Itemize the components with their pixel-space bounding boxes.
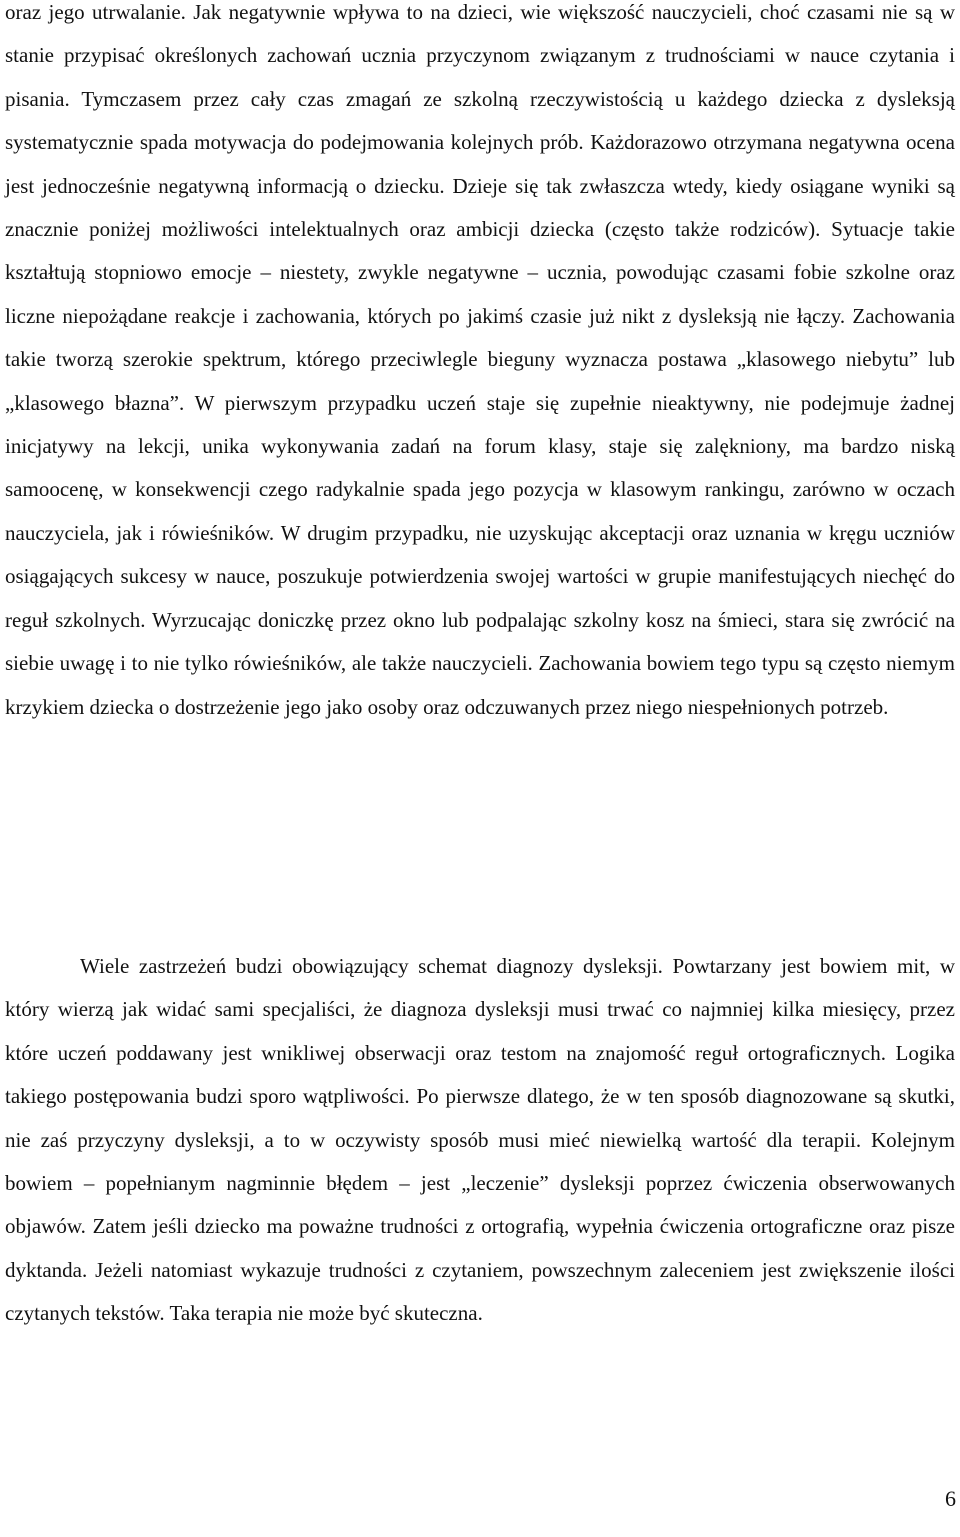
paragraph-dyslexia-diagnosis: Wiele zastrzeżeń budzi obowiązujący schemat diagnozy dysleksji. Powtarzany jest bowiem mit, w który wierzą jak widać sami specjaliści, że diagnoza dysleksji musi trwać co najmniej kilka miesięcy, przez które uczeń poddawany jest wnikliwej obserwacji oraz testom na znajomość reguł ortograficznych. Logika takiego postępowania budzi sporo wątpliwości. Po pierwsze dlatego, że w ten sposób diagnozowane są skutki, nie zaś przyczyny dysleksji, a to w oczywisty sposób musi mieć niewielką wartość dla terapii. Kolejnym bowiem – popełnianym nagminnie błędem – jest „leczenie” dysleksji poprzez ćwiczenia obserwowanych objawów. Zatem jeśli dziecko ma poważne trudności z ortografią, wypełnia ćwiczenia ortograficzne oraz pisze dyktanda. Jeżeli natomiast wykazuje trudności z czytaniem, powszechnym zaleceniem jest zwiększenie ilości czytanych tekstów. Taka terapia nie może być skuteczna.: [5, 954, 955, 1326]
paragraph-continuation: oraz jego utrwalanie. Jak negatywnie wpływa to na dzieci, wie większość nauczycieli, choć czasami nie są w stanie przypisać określonych zachowań ucznia przyczynom związanym z trudnościami w nauce czytania i pisania. Tymczasem przez cały czas zmagań ze szkolną rzeczywistością u każdego dziecka z dysleksją systematycznie spada motywacja do podejmowania kolejnych prób. Każdorazowo otrzymana negatywna ocena jest jednocześnie negatywną informacją o dziecku. Dzieje się tak zwłaszcza wtedy, kiedy osiągane wyniki są znacznie poniżej możliwości intelektualnych oraz ambicji dziecka (często także rodziców). Sytuacje takie kształtują stopniowo emocje – niestety, zwykle negatywne – ucznia, powodując czasami fobie szkolne oraz liczne niepożądane reakcje i zachowania, których po jakimś czasie już nikt z dysleksją nie łączy. Zachowania takie tworzą szerokie spektrum, którego przeciwlegle bieguny wyznacza postawa „klasowego niebytu” lub „klasowego błazna”. W pierwszym przypadku uczeń staje się zupełnie nieaktywny, nie podejmuje żadnej inicjatywy na lekcji, unika wykonywania zadań na forum klasy, staje się zalękniony, ma bardzo niską samoocenę, w konsekwencji czego radykalnie spada jego pozycja w klasowym rankingu, zarówno w oczach nauczyciela, jak i rówieśników. W drugim przypadku, nie uzyskując akceptacji oraz uznania w kręgu uczniów osiągających sukcesy w nauce, poszukuje potwierdzenia swojej wartości w grupie manifestujących niechęć do reguł szkolnych. Wyrzucając doniczkę przez okno lub podpalając szkolny kosz na śmieci, stara się zwrócić na siebie uwagę i to nie tylko rówieśników, ale także nauczycieli. Zachowania bowiem tego typu są często niemym krzykiem dziecka o dostrzeżenie jego jako osoby oraz odczuwanych przez niego niespełnionych potrzeb.: [5, 0, 955, 719]
page-number: 6: [945, 1486, 956, 1511]
